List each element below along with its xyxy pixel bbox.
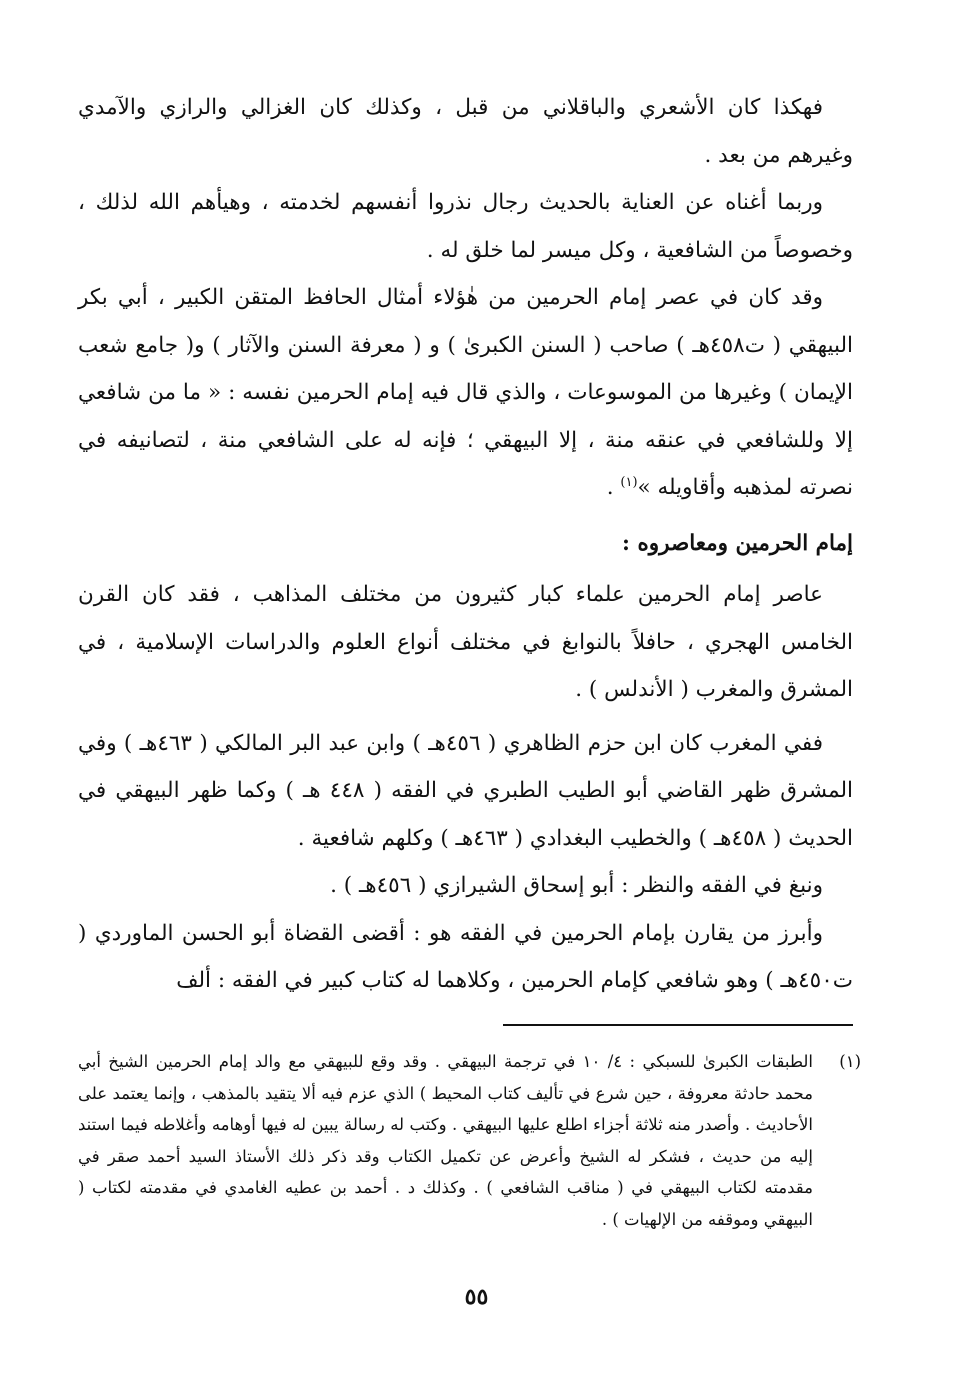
footnote-number: (١)	[839, 1052, 861, 1071]
footnotes	[78, 1046, 861, 1235]
paragraph-7: وأبرز من يقارن بإمام الحرمين في الفقه هو : أقضى القضاة أبو الحسن الماوردي ( ت٤٥٠هـ ) وهو شافعي كإمام الحرمين ، وكلاهما له كتاب كبير في الفقه : ألف	[78, 920, 853, 993]
paragraph-3-text: وقد كان في عصر إمام الحرمين من هٰؤلاء أمثال الحافظ المتقن الكبير ، أبي بكر البيهقي ( ت٤٥٨هـ ) صاحب ( السنن الكبرىٰ ) و ( معرفة السنن والآثار ) و( جامع شعب الإيمان ) وغيرها من الموسوعات ، والذي قال فيه إمام الحرمين نفسه : « ما من شافعي إلا وللشافعي في عنقه منة ، إلا البيهقي ؛ فإنه له على الشافعي منة ، لتصانيفه في نصرته لمذهبه وأقاويله »	[78, 285, 853, 500]
paragraph-6: ونبغ في الفقه والنظر : أبو إسحاق الشيرازي ( ٤٥٦هـ ) .	[330, 873, 823, 898]
footnote-reference: (١)	[620, 474, 638, 490]
paragraph-3-end: .	[606, 475, 621, 500]
footnote-text: الطبقات الكبرىٰ للسبكي : ٤/ ١٠ في ترجمة البيهقي . وقد وقع للبيهقي مع والد إمام الحرمين الشيخ أبي محمد حادثة معروفة ، حين شرع في تأليف كتاب المحيط ) الذي عزم فيه ألا يتقيد بالمذهب ، وإنما يعتمد على الأحاديث . وأصدر منه ثلاثة أجزاء اطلع عليها البيهقي . وكتب له رسالة يبين له فيها أوهامه وأغلاطه فيما استند إليه من حديث ، فشكر له الشيخ وأعرض عن تكميل الكتاب وقد ذكر ذلك الأستاذ السيد أحمد صقر في مقدمته لكتاب البيهقي في ( مناقب الشافعي ) . وكذلك د . أحمد بن عطيه الغامدي في مقدمته لكتاب ( البيهقي وموقفه من الإلهيات ) .	[78, 1052, 813, 1229]
paragraph-5: ففي المغرب كان ابن حزم الظاهري ( ٤٥٦هـ ) وابن عبد البر المالكي ( ٤٦٣هـ ) وفي المشرق ظهر القاضي أبو الطيب الطبري في الفقه ( ٤٤٨ هـ ) وكما ظهر البيهقي في الحديث ( ٤٥٨هـ ) والخطيب البغدادي ( ٤٦٣هـ ) وكلهم شافعية .	[78, 730, 853, 851]
footnote-separator	[503, 1024, 853, 1026]
section-heading: إمام الحرمين ومعاصروه :	[622, 530, 853, 556]
paragraph-3	[78, 274, 853, 512]
main-text	[78, 84, 853, 1005]
paragraph-4: عاصر إمام الحرمين علماء كبار كثيرون من مختلف المذاهب ، فقد كان القرن الخامس الهجري ، حافلاً بالنوابغ في مختلف أنواع العلوم والدراسات الإسلامية ، في المشرق والمغرب ( الأندلس ) .	[78, 582, 853, 702]
page-number: ٥٥	[464, 1284, 489, 1310]
paragraph-1: فهكذا كان الأشعري والباقلاني من قبل ، وكذلك كان الغزالي والرازي والآمدي وغيرهم من بعد .	[78, 95, 853, 168]
paragraph-2: وربما أغناه عن العناية بالحديث رجال نذروا أنفسهم لخدمته ، وهيأهم الله لذلك ، وخصوصاً من الشافعية ، وكل ميسر لما خلق له .	[78, 190, 853, 263]
footnote-item	[78, 1046, 861, 1235]
